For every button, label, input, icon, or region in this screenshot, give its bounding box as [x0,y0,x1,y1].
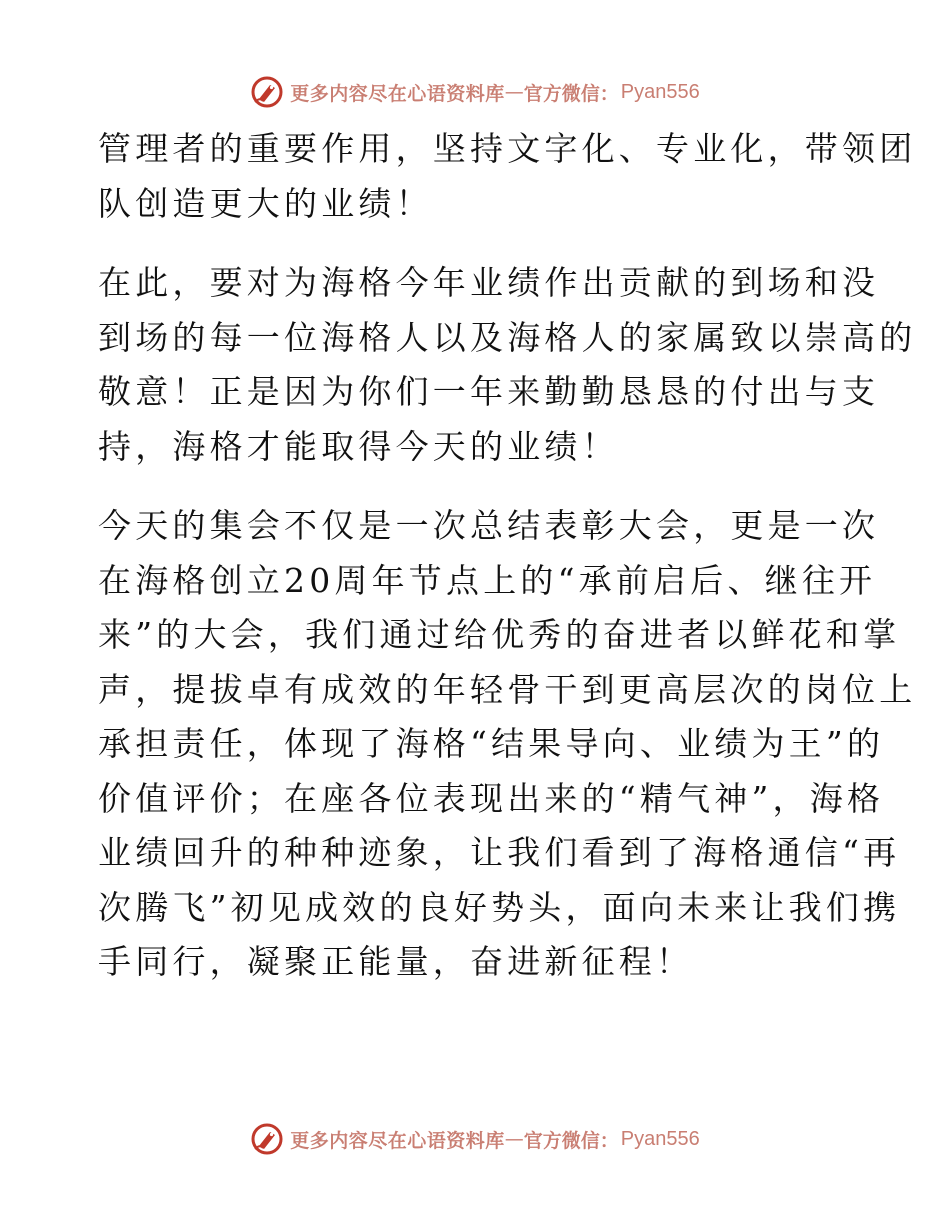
paragraph-1 [98,122,917,231]
footer-watermark [0,1119,950,1159]
paragraph-3 [98,499,917,990]
text-line: 管理者的重要作用，坚持文字化、专业化，带领团 [98,129,917,168]
text-line: 手同行，凝聚正能量，奋进新征程！ [98,942,694,981]
text-line: 声，提拔卓有成效的年轻骨干到更高层次的岗位上 [98,669,917,709]
watermark-official-label: 官方微信： [523,1129,619,1152]
watermark-main-text: 更多内容尽在心语资料库 [290,1129,505,1152]
header-watermark [0,72,950,112]
text-line: 队创造更大的业绩！ [98,183,433,223]
text-line: 承担责任，体现了海格“结果导向、业绩为王”的 [98,724,885,763]
watermark-dash: — [504,1128,524,1150]
watermark-dash: — [504,81,524,103]
paragraph-2 [98,256,917,474]
text-line: 持，海格才能取得今天的业绩！ [98,426,619,466]
text-line: 次腾飞”初见成效的良好势头，面向未来让我们携 [98,887,901,927]
text-line: 价值评价；在座各位表现出来的“精气神”，海格 [98,778,885,818]
text-line: 来”的大会，我们通过给优秀的奋进者以鲜花和掌 [98,615,901,654]
text-line: 到场的每一位海格人以及海格人的家属致以崇高的 [98,317,917,357]
pen-nib-logo-icon [250,75,284,109]
text-line: 在海格创立20周年节点上的“承前启后、继往开 [98,560,877,600]
pen-nib-logo-icon [250,1122,284,1156]
text-line: 敬意！正是因为你们一年来勤勤恳恳的付出与支 [98,372,880,411]
text-line: 在此，要对为海格今年业绩作出贡献的到场和没 [98,263,880,302]
text-line: 业绩回升的种种迹象，让我们看到了海格通信“再 [98,833,901,872]
document-body [98,122,917,990]
text-line: 今天的集会不仅是一次总结表彰大会，更是一次 [98,506,880,545]
watermark-main-text: 更多内容尽在心语资料库 [290,82,505,105]
watermark-official-label: 官方微信： [523,82,619,105]
watermark-handle: Pyan556 [620,80,700,103]
watermark-handle: Pyan556 [620,1127,700,1150]
